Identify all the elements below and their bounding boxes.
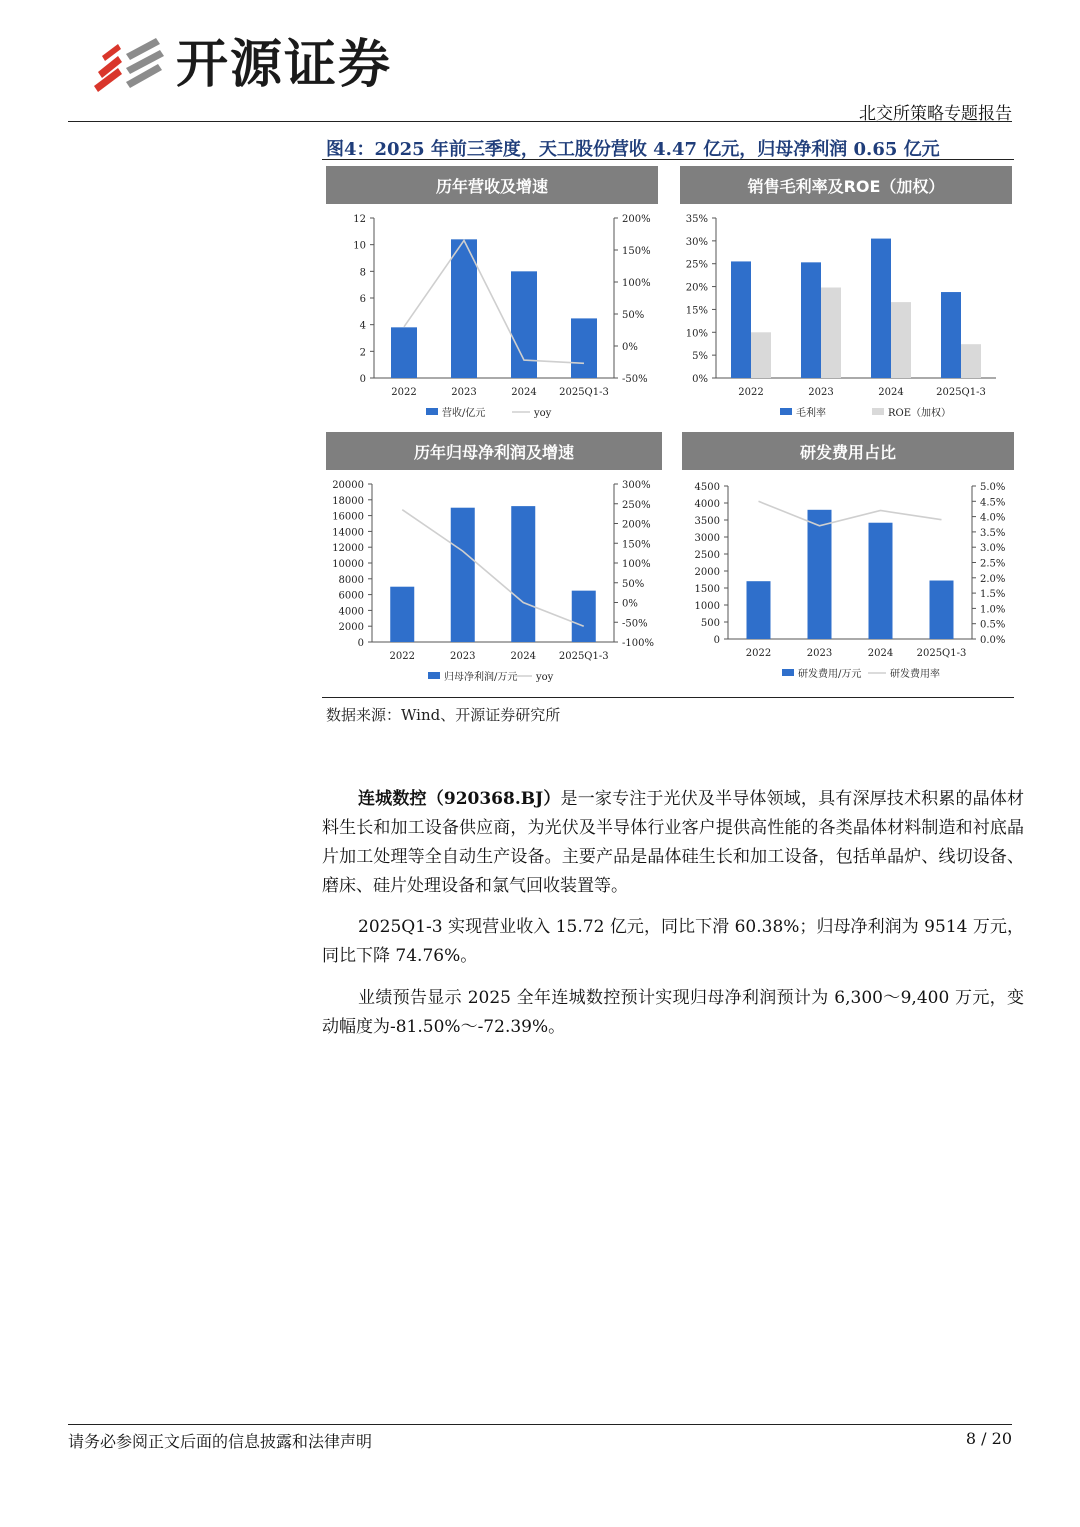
brand-name: 开源证券 <box>176 35 393 95</box>
right-tick-label: 200% <box>622 214 651 225</box>
right-tick-label: -100% <box>622 638 654 649</box>
left-tick-label: 8000 <box>338 574 364 586</box>
paragraph-2: 2025Q1-3 实现营业收入 15.72 亿元，同比下滑 60.38%；归母净利润为 9514 万元，同比下降 74.76%。 <box>322 917 1024 966</box>
right-tick-label: 1.0% <box>980 604 1006 616</box>
left-tick-label: 3000 <box>694 533 720 544</box>
chart-margin-roe <box>680 166 1014 424</box>
category-label: 2023 <box>450 651 476 662</box>
bar <box>930 581 954 639</box>
right-tick-label: 0% <box>622 342 638 353</box>
right-tick-label: 250% <box>622 499 651 511</box>
brand-logo-icon <box>88 34 168 100</box>
category-label: 2025Q1-3 <box>559 387 609 398</box>
right-tick-label: 5.0% <box>980 482 1006 493</box>
series-line <box>759 501 942 525</box>
bar <box>511 271 537 378</box>
bar <box>961 344 981 378</box>
left-tick-label: 25% <box>685 259 708 271</box>
left-tick-label: 1000 <box>694 601 720 612</box>
left-tick-label: 0 <box>713 635 720 646</box>
page-number: 8 / 20 <box>965 1429 1012 1448</box>
chart-title: 历年营收及增速 <box>435 177 549 196</box>
left-tick-label: 12000 <box>332 543 364 555</box>
left-tick-label: 10 <box>353 240 366 252</box>
left-tick-label: 20000 <box>332 480 364 491</box>
left-tick-label: 0% <box>692 374 708 385</box>
bar <box>451 508 475 642</box>
right-tick-label: 150% <box>622 246 651 257</box>
category-label: 2022 <box>391 387 417 398</box>
right-tick-label: 0% <box>622 598 638 610</box>
left-tick-label: 4000 <box>694 499 720 510</box>
left-tick-label: 4500 <box>694 482 720 493</box>
right-tick-label: 1.5% <box>980 589 1006 601</box>
bar <box>891 302 911 378</box>
left-tick-label: 35% <box>685 214 708 225</box>
category-label: 2025Q1-3 <box>558 651 609 662</box>
legend-swatch <box>782 669 794 676</box>
category-label: 2024 <box>511 387 537 398</box>
left-tick-label: 6000 <box>338 590 364 602</box>
paragraph-1 <box>322 785 1024 901</box>
category-label: 2022 <box>745 648 772 659</box>
left-tick-label: 2000 <box>694 567 720 578</box>
category-label: 2025Q1-3 <box>916 648 967 659</box>
bar <box>869 523 893 639</box>
bar <box>751 332 771 378</box>
left-tick-label: 12 <box>353 214 366 225</box>
chart-net-profit <box>326 432 664 690</box>
category-label: 2023 <box>806 648 833 659</box>
legend-label: 归母净利润/万元 <box>444 672 518 683</box>
company-name: 连城数控（920368.BJ） <box>358 789 561 809</box>
footer-divider <box>68 1424 1012 1425</box>
right-tick-label: 2.5% <box>980 558 1006 570</box>
right-tick-label: 100% <box>622 559 651 570</box>
left-tick-label: 10% <box>685 328 708 340</box>
category-label: 2024 <box>510 651 536 662</box>
legend-swatch <box>428 672 440 679</box>
left-tick-label: 18000 <box>332 495 364 507</box>
right-tick-label: 4.0% <box>980 512 1006 524</box>
right-tick-label: 100% <box>622 278 651 289</box>
figure-top-rule <box>322 159 1014 160</box>
left-tick-label: 20% <box>685 282 708 294</box>
chart-title: 历年归母净利润及增速 <box>413 443 575 462</box>
bar <box>572 591 596 642</box>
category-label: 2022 <box>738 387 764 398</box>
legend-swatch <box>872 408 884 415</box>
left-tick-label: 8 <box>359 267 366 279</box>
chart-revenue <box>326 166 660 424</box>
series-line <box>404 240 584 363</box>
left-tick-label: 14000 <box>332 527 364 539</box>
left-tick-label: 1500 <box>694 584 720 595</box>
figure-title: 图4：2025 年前三季度，天工股份营收 4.47 亿元，归母净利润 0.65 亿元 <box>326 139 940 160</box>
left-tick-label: 15% <box>685 305 708 317</box>
legend-label: 研发费用/万元 <box>798 669 862 680</box>
bar <box>731 261 751 378</box>
left-tick-label: 3500 <box>694 516 720 527</box>
right-tick-label: 300% <box>622 480 651 491</box>
legend-label: yoy <box>536 672 554 683</box>
right-tick-label: 50% <box>622 578 645 590</box>
legend-label: ROE（加权） <box>888 408 952 419</box>
left-tick-label: 6 <box>359 294 366 305</box>
left-tick-label: 2 <box>359 347 366 359</box>
legend-label: yoy <box>534 408 552 419</box>
right-tick-label: 50% <box>622 310 645 321</box>
category-label: 2024 <box>867 648 894 659</box>
right-tick-label: 2.0% <box>980 573 1006 585</box>
category-label: 2025Q1-3 <box>936 387 986 398</box>
category-label: 2024 <box>878 387 904 398</box>
category-label: 2022 <box>389 651 415 662</box>
left-tick-label: 2000 <box>338 622 364 634</box>
bar <box>801 262 821 378</box>
legend-swatch <box>780 408 792 415</box>
header-divider <box>68 121 1012 122</box>
chart-rd-expense <box>682 432 1016 690</box>
left-tick-label: 10000 <box>332 559 364 570</box>
bar <box>747 581 771 639</box>
bar <box>571 318 597 378</box>
bar <box>511 506 535 642</box>
right-tick-label: 200% <box>622 519 651 531</box>
data-source: 数据来源：Wind、开源证券研究所 <box>326 706 561 724</box>
bar <box>391 327 417 378</box>
right-tick-label: 0.5% <box>980 619 1006 631</box>
category-label: 2023 <box>451 387 477 398</box>
right-tick-label: 4.5% <box>980 497 1006 509</box>
bar <box>871 239 891 378</box>
legend-swatch <box>426 408 438 415</box>
left-tick-label: 2500 <box>694 550 720 561</box>
bar <box>808 510 832 639</box>
right-tick-label: 150% <box>622 539 651 551</box>
series-line <box>402 510 584 627</box>
paragraph-3: 业绩预告显示 2025 全年连城数控预计实现归母净利润预计为 6,300～9,400 万元，变动幅度为-81.50%～-72.39%。 <box>322 988 1024 1037</box>
left-tick-label: 0 <box>357 638 364 649</box>
bar <box>941 292 961 378</box>
left-tick-label: 16000 <box>332 511 364 523</box>
right-tick-label: -50% <box>622 374 648 385</box>
legend-label: 营收/亿元 <box>442 408 486 419</box>
left-tick-label: 0 <box>359 374 366 385</box>
right-tick-label: 3.5% <box>980 527 1006 539</box>
left-tick-label: 4 <box>359 320 366 332</box>
report-type: 北交所策略专题报告 <box>859 104 1012 124</box>
paragraph-1-text: 是一家专注于光伏及半导体领域，具有深厚技术积累的晶体材料生长和加工设备供应商，为光伏及半导体行业客户提供高性能的各类晶体材料制造和衬底晶片加工处理等全自动生产设备。主要产品是晶体硅生长和加工设备，包括单晶炉、线切设备、磨床、硅片处理设备和氯气回收装置等。 <box>322 789 1024 896</box>
left-tick-label: 4000 <box>338 606 364 618</box>
legend-label: 研发费用率 <box>890 669 940 680</box>
chart-title: 销售毛利率及ROE（加权） <box>747 177 945 196</box>
legend-label: 毛利率 <box>796 408 826 419</box>
left-tick-label: 500 <box>700 618 720 629</box>
left-tick-label: 5% <box>692 351 708 363</box>
bar <box>821 287 841 378</box>
category-label: 2023 <box>808 387 834 398</box>
left-tick-label: 30% <box>685 236 708 248</box>
right-tick-label: 0.0% <box>980 635 1006 646</box>
right-tick-label: -50% <box>622 618 648 630</box>
bar <box>390 587 414 642</box>
figure-bottom-rule <box>322 697 1014 698</box>
chart-title: 研发费用占比 <box>799 443 897 462</box>
footer-disclaimer: 请务必参阅正文后面的信息披露和法律声明 <box>68 1432 373 1451</box>
right-tick-label: 3.0% <box>980 543 1006 555</box>
